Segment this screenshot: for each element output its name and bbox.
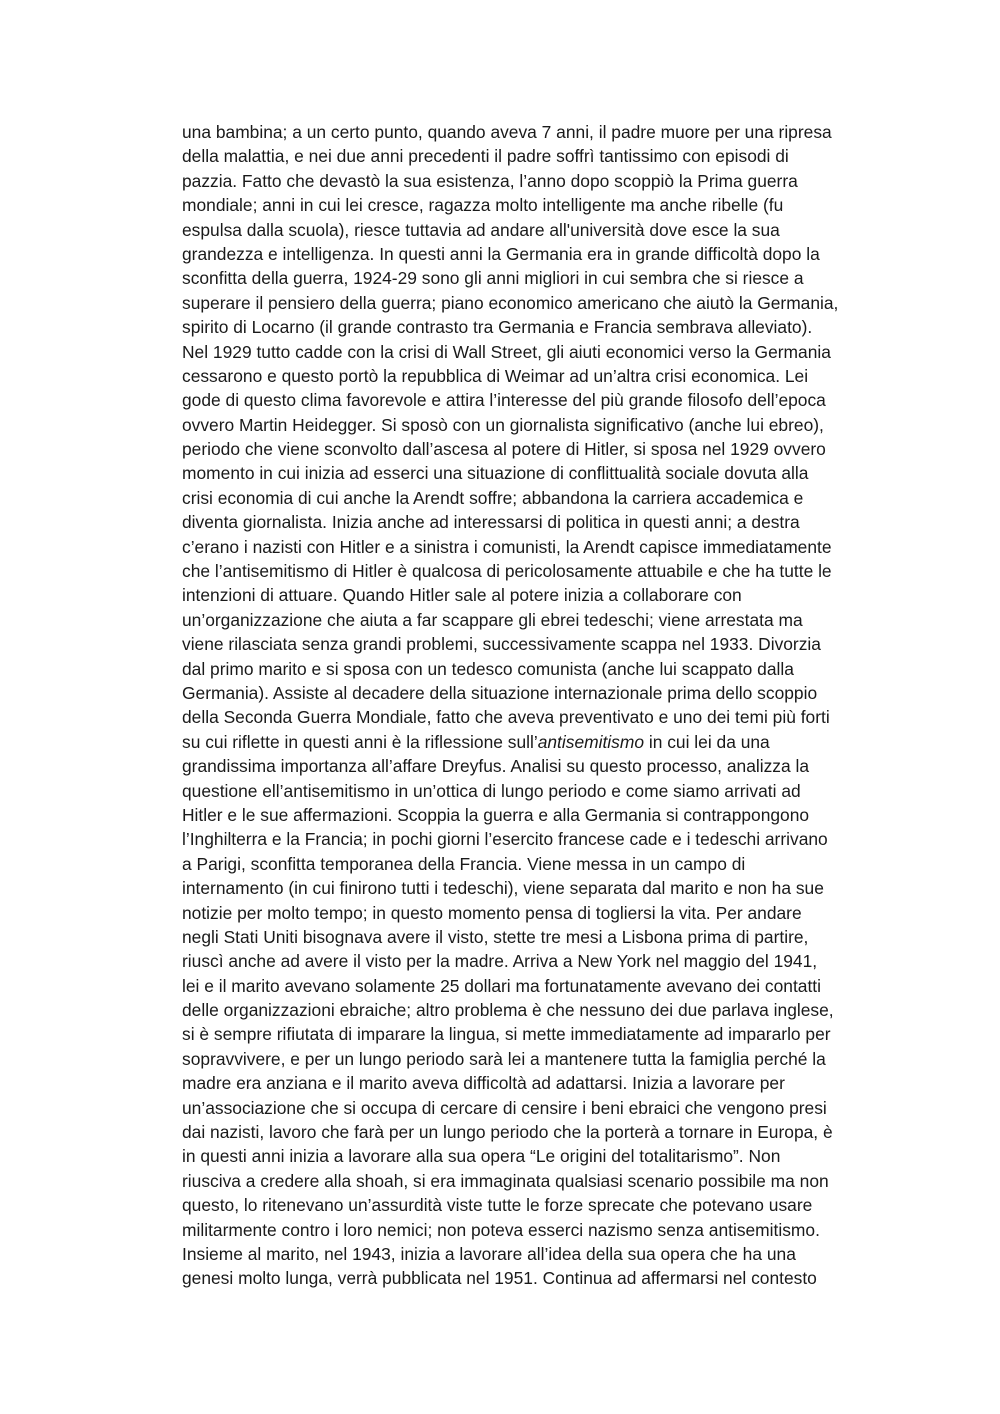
text-line: genesi molto lunga, verrà pubblicata nel 1951. Continua ad affermarsi nel contesto — [182, 1268, 817, 1289]
text-line: Insieme al marito, nel 1943, inizia a lavorare all’idea della sua opera che ha una — [182, 1243, 796, 1264]
text-line: militarmente contro i loro nemici; non poteva esserci nazismo senza antisemitismo. — [182, 1219, 820, 1240]
text-line: delle organizzazioni ebraiche; altro problema è che nessuno dei due parlava inglese, — [182, 1000, 834, 1021]
body-text — [182, 120, 902, 1291]
text-line — [182, 730, 902, 754]
text-line: riuscì anche ad avere il visto per la madre. Arriva a New York nel maggio del 1941, — [182, 951, 818, 972]
text-line: gode di questo clima favorevole e attira l’interesse del più grande filosofo dell’epoca — [182, 390, 826, 411]
text-line: madre era anziana e il marito aveva difficoltà ad adattarsi. Inizia a lavorare per — [182, 1073, 785, 1094]
text-segment: in cui lei da una — [644, 731, 770, 752]
text-segment: su cui riflette in questi anni è la riflessione sull’ — [182, 731, 538, 752]
text-line: cessarono e questo portò la repubblica di Weimar ad un’altra crisi economica. Lei — [182, 365, 809, 386]
text-line: riusciva a credere alla shoah, si era immaginata qualsiasi scenario possibile ma non — [182, 1170, 829, 1191]
text-line: spirito di Locarno (il grande contrasto tra Germania e Francia sembrava alleviato). — [182, 317, 813, 338]
text-line: questione ell’antisemitismo in un’ottica di lungo periodo e come siamo arrivati ad — [182, 780, 801, 801]
italic-term: antisemitismo — [537, 731, 645, 752]
text-line: a Parigi, sconfitta temporanea della Francia. Viene messa in un campo di — [182, 853, 746, 874]
text-line: viene rilasciata senza grandi problemi, successivamente scappa nel 1933. Divorzia — [182, 634, 821, 655]
text-line: che l’antisemitismo di Hitler è qualcosa di pericolosamente attuabile e che ha tutte le — [182, 561, 832, 582]
text-line: notizie per molto tempo; in questo momento pensa di togliersi la vita. Per andare — [182, 902, 802, 923]
text-line: momento in cui inizia ad esserci una situazione di conflittualità sociale dovuta alla — [182, 463, 809, 484]
text-line: della Seconda Guerra Mondiale, fatto che aveva preventivato e uno dei temi più forti — [182, 707, 830, 728]
text-line: crisi economia di cui anche la Arendt soffre; abbandona la carriera accademica e — [182, 487, 804, 508]
text-line: periodo che viene sconvolto dall’ascesa al potere di Hitler, si sposa nel 1929 ovvero — [182, 439, 826, 460]
text-line: l’Inghilterra e la Francia; in pochi giorni l’esercito francese cade e i tedeschi arrivano — [182, 829, 828, 850]
text-line: un’organizzazione che aiuta a far scappare gli ebrei tedeschi; viene arrestata ma — [182, 609, 803, 630]
text-line: Nel 1929 tutto cadde con la crisi di Wall Street, gli aiuti economici verso la Germania — [182, 341, 831, 362]
text-line: internamento (in cui finirono tutti i tedeschi), viene separata dal marito e non ha sue — [182, 878, 824, 899]
text-line: sconfitta della guerra, 1924-29 sono gli anni migliori in cui sembra che si riesce a — [182, 268, 804, 289]
text-line: ovvero Martin Heidegger. Si sposò con un giornalista significativo (anche lui ebreo), — [182, 414, 824, 435]
text-line: dai nazisti, lavoro che farà per un lungo periodo che la porterà a tornare in Europa, è — [182, 1122, 833, 1143]
text-line: questo, lo ritenevano un’assurdità viste tutte le forze sprecate che potevano usare — [182, 1195, 813, 1216]
text-line: negli Stati Uniti bisognava avere il visto, stette tre mesi a Lisbona prima di partire, — [182, 926, 809, 947]
text-line: una bambina; a un certo punto, quando aveva 7 anni, il padre muore per una ripresa — [182, 122, 832, 142]
text-line: c’erano i nazisti con Hitler e a sinistra i comunisti, la Arendt capisce immediatamente — [182, 536, 832, 557]
text-line: grandissima importanza all’affare Dreyfus. Analisi su questo processo, analizza la — [182, 756, 810, 777]
text-line: Hitler e le sue affermazioni. Scoppia la guerra e alla Germania si contrappongono — [182, 804, 810, 825]
text-line: intenzioni di attuare. Quando Hitler sale al potere inizia a collaborare con — [182, 585, 742, 606]
text-line: pazzia. Fatto che devastò la sua esistenza, l’anno dopo scoppiò la Prima guerra — [182, 170, 798, 191]
text-line: espulsa dalla scuola), riesce tuttavia ad andare all'università dove esce la sua — [182, 219, 780, 240]
text-line: mondiale; anni in cui lei cresce, ragazza molto intelligente ma anche ribelle (fu — [182, 195, 784, 216]
text-line: Germania). Assiste al decadere della situazione internazionale prima dello scoppio — [182, 682, 818, 703]
text-line: grandezza e intelligenza. In questi anni la Germania era in grande difficoltà dopo la — [182, 243, 820, 264]
text-line: dal primo marito e si sposa con un tedesco comunista (anche lui scappato dalla — [182, 658, 794, 679]
text-line: diventa giornalista. Inizia anche ad interessarsi di politica in questi anni; a destra — [182, 512, 800, 533]
text-line: un’associazione che si occupa di cercare di censire i beni ebraici che vengono presi — [182, 1097, 827, 1118]
text-line: lei e il marito avevano solamente 25 dollari ma fortunatamente avevano dei contatti — [182, 975, 821, 996]
text-line: sopravvivere, e per un lungo periodo sarà lei a mantenere tutta la famiglia perché la — [182, 1048, 826, 1069]
text-line: superare il pensiero della guerra; piano economico americano che aiutò la Germania, — [182, 292, 839, 313]
text-line: si è sempre rifiutata di imparare la lingua, si mette immediatamente ad impararlo per — [182, 1024, 831, 1045]
text-line: della malattia, e nei due anni precedenti il padre soffrì tantissimo con episodi di — [182, 146, 789, 167]
text-line: in questi anni inizia a lavorare alla sua opera “Le origini del totalitarismo”. Non — [182, 1146, 781, 1167]
